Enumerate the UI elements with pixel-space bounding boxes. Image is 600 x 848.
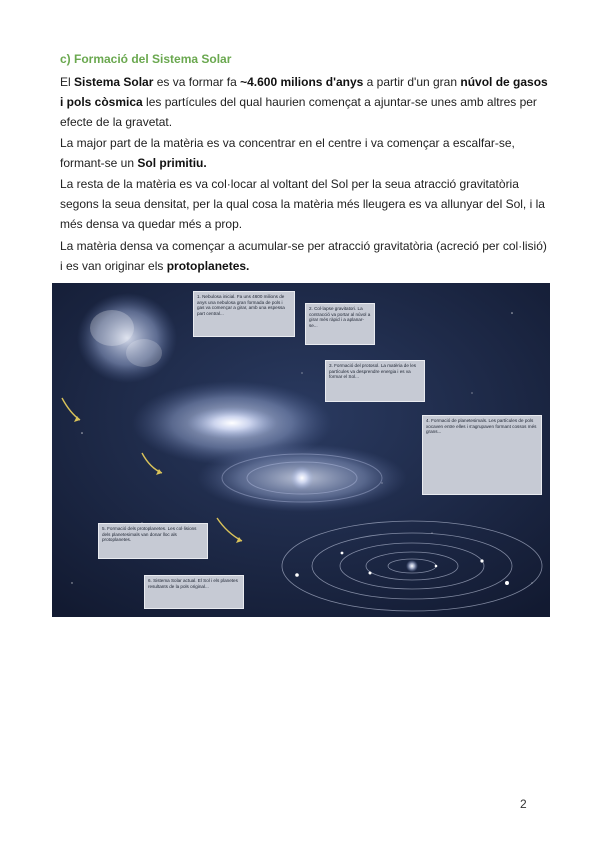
paragraph-2: La major part de la matèria es va concentrar en el centre i va començar a escalfar-se, formant-se un Sol primitiu. — [60, 136, 515, 170]
nebula-cloud — [77, 293, 177, 383]
caption-nebula: 1. Nebulosa inicial. Fa uns 4600 milions de anys una nebulosa gran formada de pols i gas va començar a girar, amb una espessa part central... — [193, 291, 295, 337]
paragraph-1: El Sistema Solar es va formar fa ~4.600 milions d'anys a partir d'un gran núvol de gasos i pols còsmica les partícules del qual haurien començat a ajuntar-se unes amb altres per efecte de la gravetat. — [60, 75, 548, 129]
caption-planetesimals: 4. Formació de planetesimals. Les partícules de pols xocaven entre elles i s'agrupaven formant cossos més grans... — [422, 415, 542, 495]
paragraph-4: La matèria densa va començar a acumular-se per atracció gravitatòria (acreció per col·lisió) i es van originar els protoplanetes. — [60, 239, 547, 273]
caption-solar-system: 6. Sistema Solar actual. El Sol i els planetes resultants de la pols original... — [144, 575, 244, 609]
bold-term: Sol primitiu. — [137, 156, 207, 170]
bold-term: ~4.600 milions d'anys — [240, 75, 364, 89]
caption-collapse: 2. Col·lapse gravitatori. La contracció va portar al núvol a girar més ràpid i a aplanar-se... — [305, 303, 375, 345]
section-heading: c) Formació del Sistema Solar — [60, 52, 232, 66]
bold-term: núvol de gasos i pols còsmica — [60, 75, 548, 109]
bold-term: Sistema Solar — [74, 75, 154, 89]
bold-term: protoplanetes. — [166, 259, 250, 273]
paragraph-3: La resta de la matèria es va col·locar al voltant del Sol per la seua atracció gravitatòria segons la seua densitat, per la qual cosa la matèria més lleugera es va allunyar del Sol, i la més densa va quedar més a prop. — [60, 177, 545, 231]
page-number: 2 — [520, 797, 527, 811]
caption-protoplanets: 5. Formació dels protoplanetes. Les col·lisions dels planetesimals van donar lloc als protoplanetes. — [98, 523, 208, 559]
caption-protosun: 3. Formació del protosol. La matèria de les partícules va desprendre energia i es va formar el Sol... — [325, 360, 425, 402]
solar-system-formation-figure — [52, 283, 550, 617]
sun — [406, 560, 418, 572]
protosun-disc — [197, 444, 407, 512]
